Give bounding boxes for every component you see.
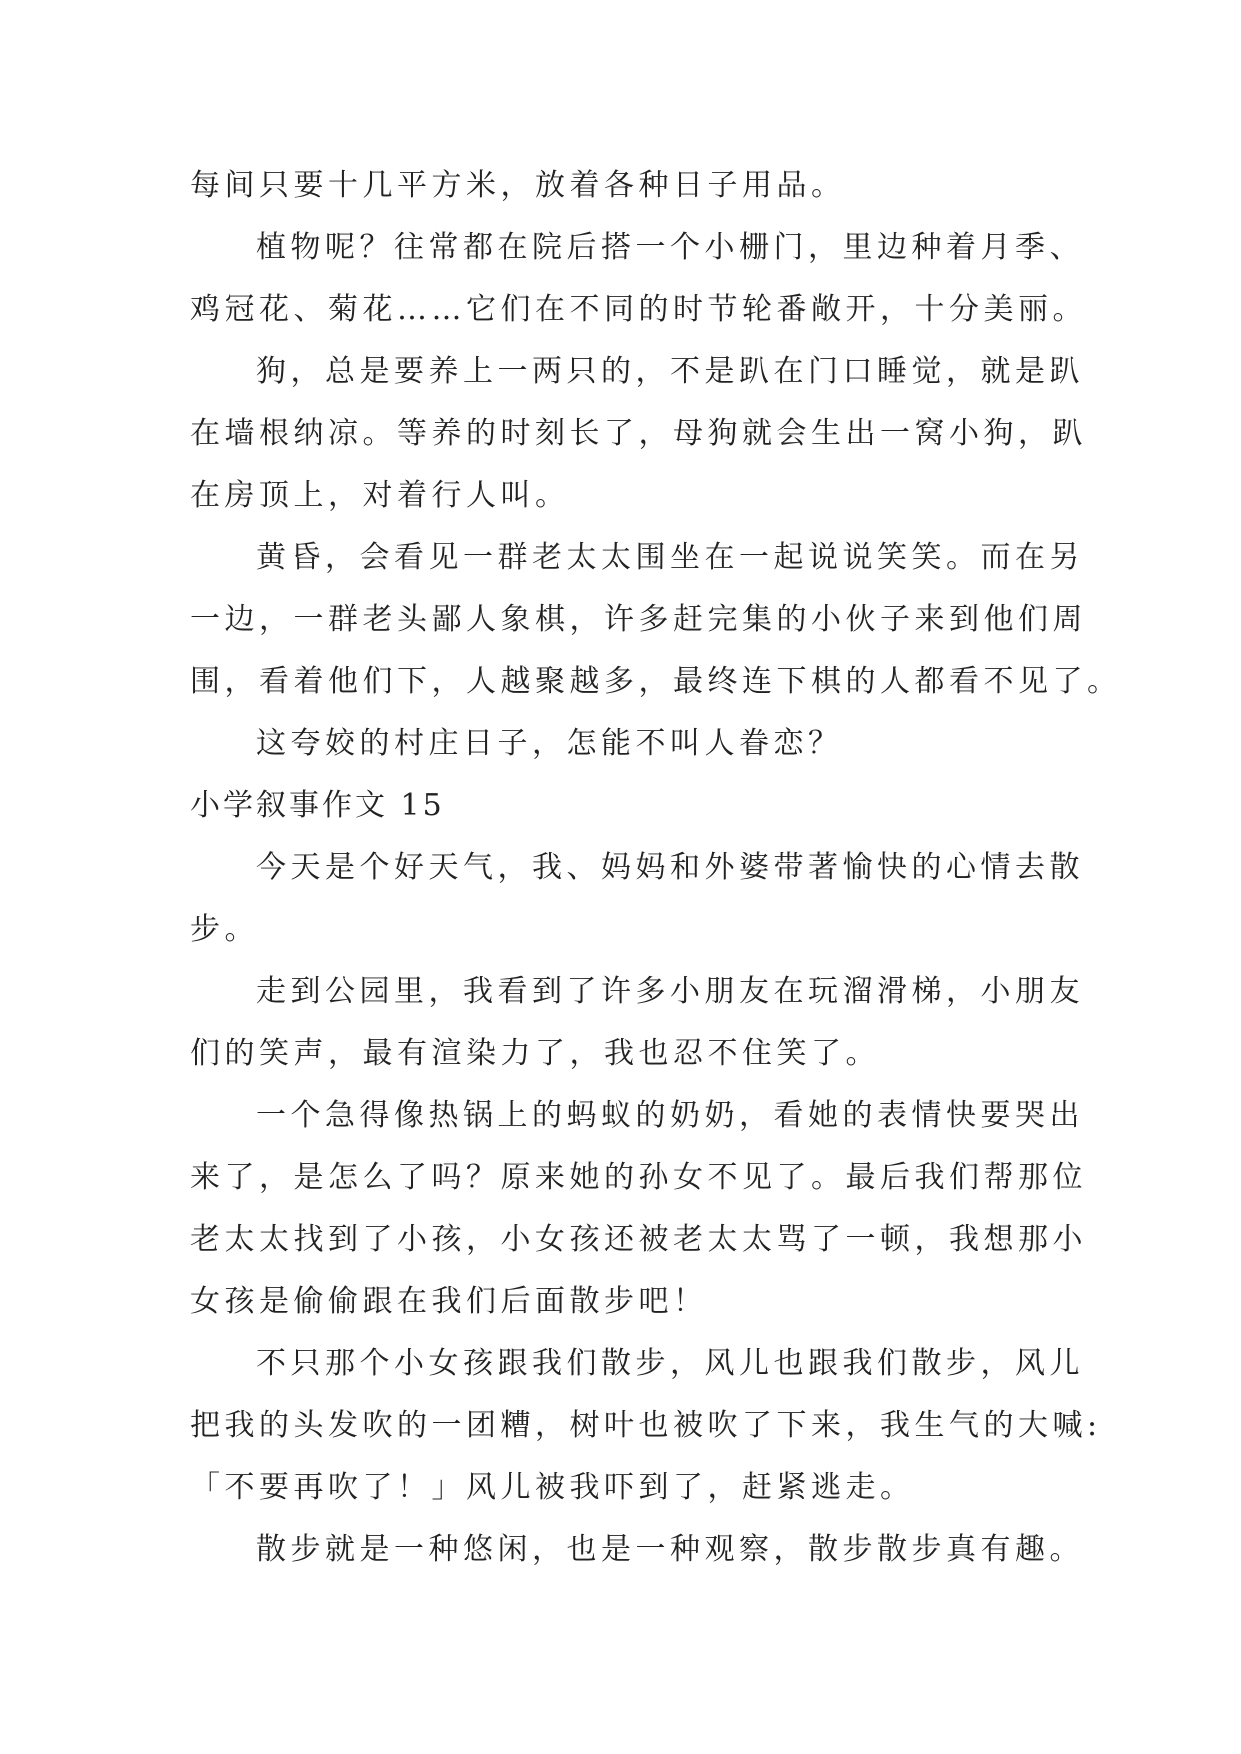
text-line: 一边，一群老头鄙人象棋，许多赶完集的小伙子来到他们周 <box>190 602 1087 637</box>
text-line: 围，看着他们下，人越聚越多，最终连下棋的人都看不见了。 <box>190 664 1122 699</box>
document-body <box>190 155 1122 1581</box>
text-line: 「不要再吹了！」风儿被我吓到了，赶紧逃走。 <box>190 1470 915 1505</box>
text-line: 每间只要十几平方米，放着各种日子用品。 <box>190 168 846 203</box>
text-line: 走到公园里，我看到了许多小朋友在玩溜滑梯，小朋友 <box>256 974 1084 1009</box>
text-line: 今天是个好天气，我、妈妈和外婆带著愉快的心情去散 <box>256 850 1084 885</box>
section-heading: 小学叙事作文 15 <box>190 788 445 823</box>
text-line: 女孩是偷偷跟在我们后面散步吧！ <box>190 1284 708 1319</box>
text-line: 在墙根纳凉。等养的时刻长了，母狗就会生出一窝小狗，趴 <box>190 416 1087 451</box>
text-line: 这夸姣的村庄日子，怎能不叫人眷恋？ <box>256 726 843 761</box>
text-line: 狗，总是要养上一两只的，不是趴在门口睡觉，就是趴 <box>256 354 1084 389</box>
text-line: 老太太找到了小孩，小女孩还被老太太骂了一顿，我想那小 <box>190 1222 1087 1257</box>
text-line: 把我的头发吹的一团糟，树叶也被吹了下来，我生气的大喊: <box>190 1408 1102 1443</box>
text-line: 步。 <box>190 912 259 947</box>
text-line: 在房顶上，对着行人叫。 <box>190 478 570 513</box>
text-line: 散步就是一种悠闲，也是一种观察，散步散步真有趣。 <box>256 1532 1084 1567</box>
text-line: 不只那个小女孩跟我们散步，风儿也跟我们散步，风儿 <box>256 1346 1084 1381</box>
text-line: 黄昏，会看见一群老太太围坐在一起说说笑笑。而在另 <box>256 540 1084 575</box>
text-line: 鸡冠花、菊花……它们在不同的时节轮番敞开，十分美丽。 <box>190 292 1087 327</box>
text-line: 来了，是怎么了吗？原来她的孙女不见了。最后我们帮那位 <box>190 1160 1087 1195</box>
text-line: 们的笑声，最有渲染力了，我也忍不住笑了。 <box>190 1036 880 1071</box>
text-line: 一个急得像热锅上的蚂蚁的奶奶，看她的表情快要哭出 <box>256 1098 1084 1133</box>
text-line: 植物呢？往常都在院后搭一个小栅门，里边种着月季、 <box>256 230 1084 265</box>
